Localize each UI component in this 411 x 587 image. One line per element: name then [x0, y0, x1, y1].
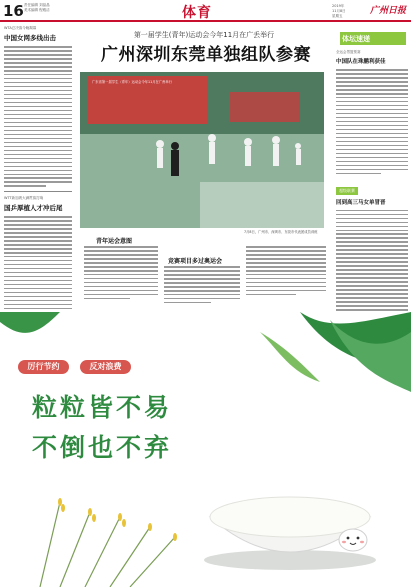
- editor-credit-line: 美术编辑 程雅洁: [24, 8, 50, 12]
- center-column-3: [246, 246, 326, 298]
- photo-credit-caption: 7月8日，广州市、深圳市、东莞市代表团成员训练: [244, 230, 318, 234]
- editor-credits: [24, 3, 50, 13]
- ad-tag-label: 反对浪费: [89, 362, 122, 371]
- article-body: [336, 69, 408, 174]
- editor-credit-line: 责任编辑 刘晶晶: [24, 3, 50, 7]
- article-title: 中国女网多线出击: [4, 34, 56, 42]
- page-number: 16: [3, 2, 24, 20]
- article-body: [246, 246, 326, 295]
- article-title: 回到高三马女单冒晋: [336, 199, 386, 206]
- article-body: [164, 266, 240, 303]
- ad-tag-left: [18, 360, 69, 374]
- center-column-1: [84, 246, 158, 302]
- article-subheading: 青年运会意图: [96, 238, 133, 245]
- date-line: 11月8日: [332, 9, 346, 13]
- section-title: 体育: [182, 5, 212, 21]
- column-divider: [4, 191, 72, 192]
- article-body: [4, 46, 72, 187]
- newspaper-logo: 广州日报: [370, 6, 407, 16]
- article-title: 中国队在珠鹏利获佳: [336, 59, 386, 65]
- date-line: 2019年: [332, 4, 345, 8]
- section-tag: 体坛速递: [342, 35, 370, 43]
- right-column: [336, 50, 408, 329]
- issue-date: [332, 4, 346, 19]
- article-kicker: 全运会男篮预赛: [336, 50, 361, 54]
- article-kicker: WTT新加坡大满贯赛打响: [4, 196, 44, 201]
- ad-slogan-line: 不倒也不弃: [32, 433, 173, 462]
- ad-slogan-line: 粒粒皆不易: [32, 393, 173, 422]
- ad-tag-right: [80, 360, 131, 374]
- main-headline: 广州深圳东莞单独组队参赛: [101, 45, 311, 65]
- center-column-2: [164, 266, 240, 306]
- article-subheading: 竞赛项目多过奥运会: [168, 258, 223, 265]
- article-body: [84, 246, 158, 299]
- article-kicker: 超级联赛: [336, 187, 358, 195]
- ad-tag-label: 厉行节约: [27, 362, 60, 371]
- photo-caption: 广东省第一届学生（青年）运动会今年11月在广州举行: [92, 80, 173, 84]
- article-body: [336, 210, 408, 327]
- article-title: 国乒厚植人才冲后尾: [4, 204, 63, 213]
- article-kicker: WTA总决赛今晚揭幕: [4, 26, 37, 30]
- date-line: 星期五: [332, 14, 343, 18]
- headline-kicker: 第一届学生(青年)运动会今年11月在广丢举行: [133, 31, 275, 39]
